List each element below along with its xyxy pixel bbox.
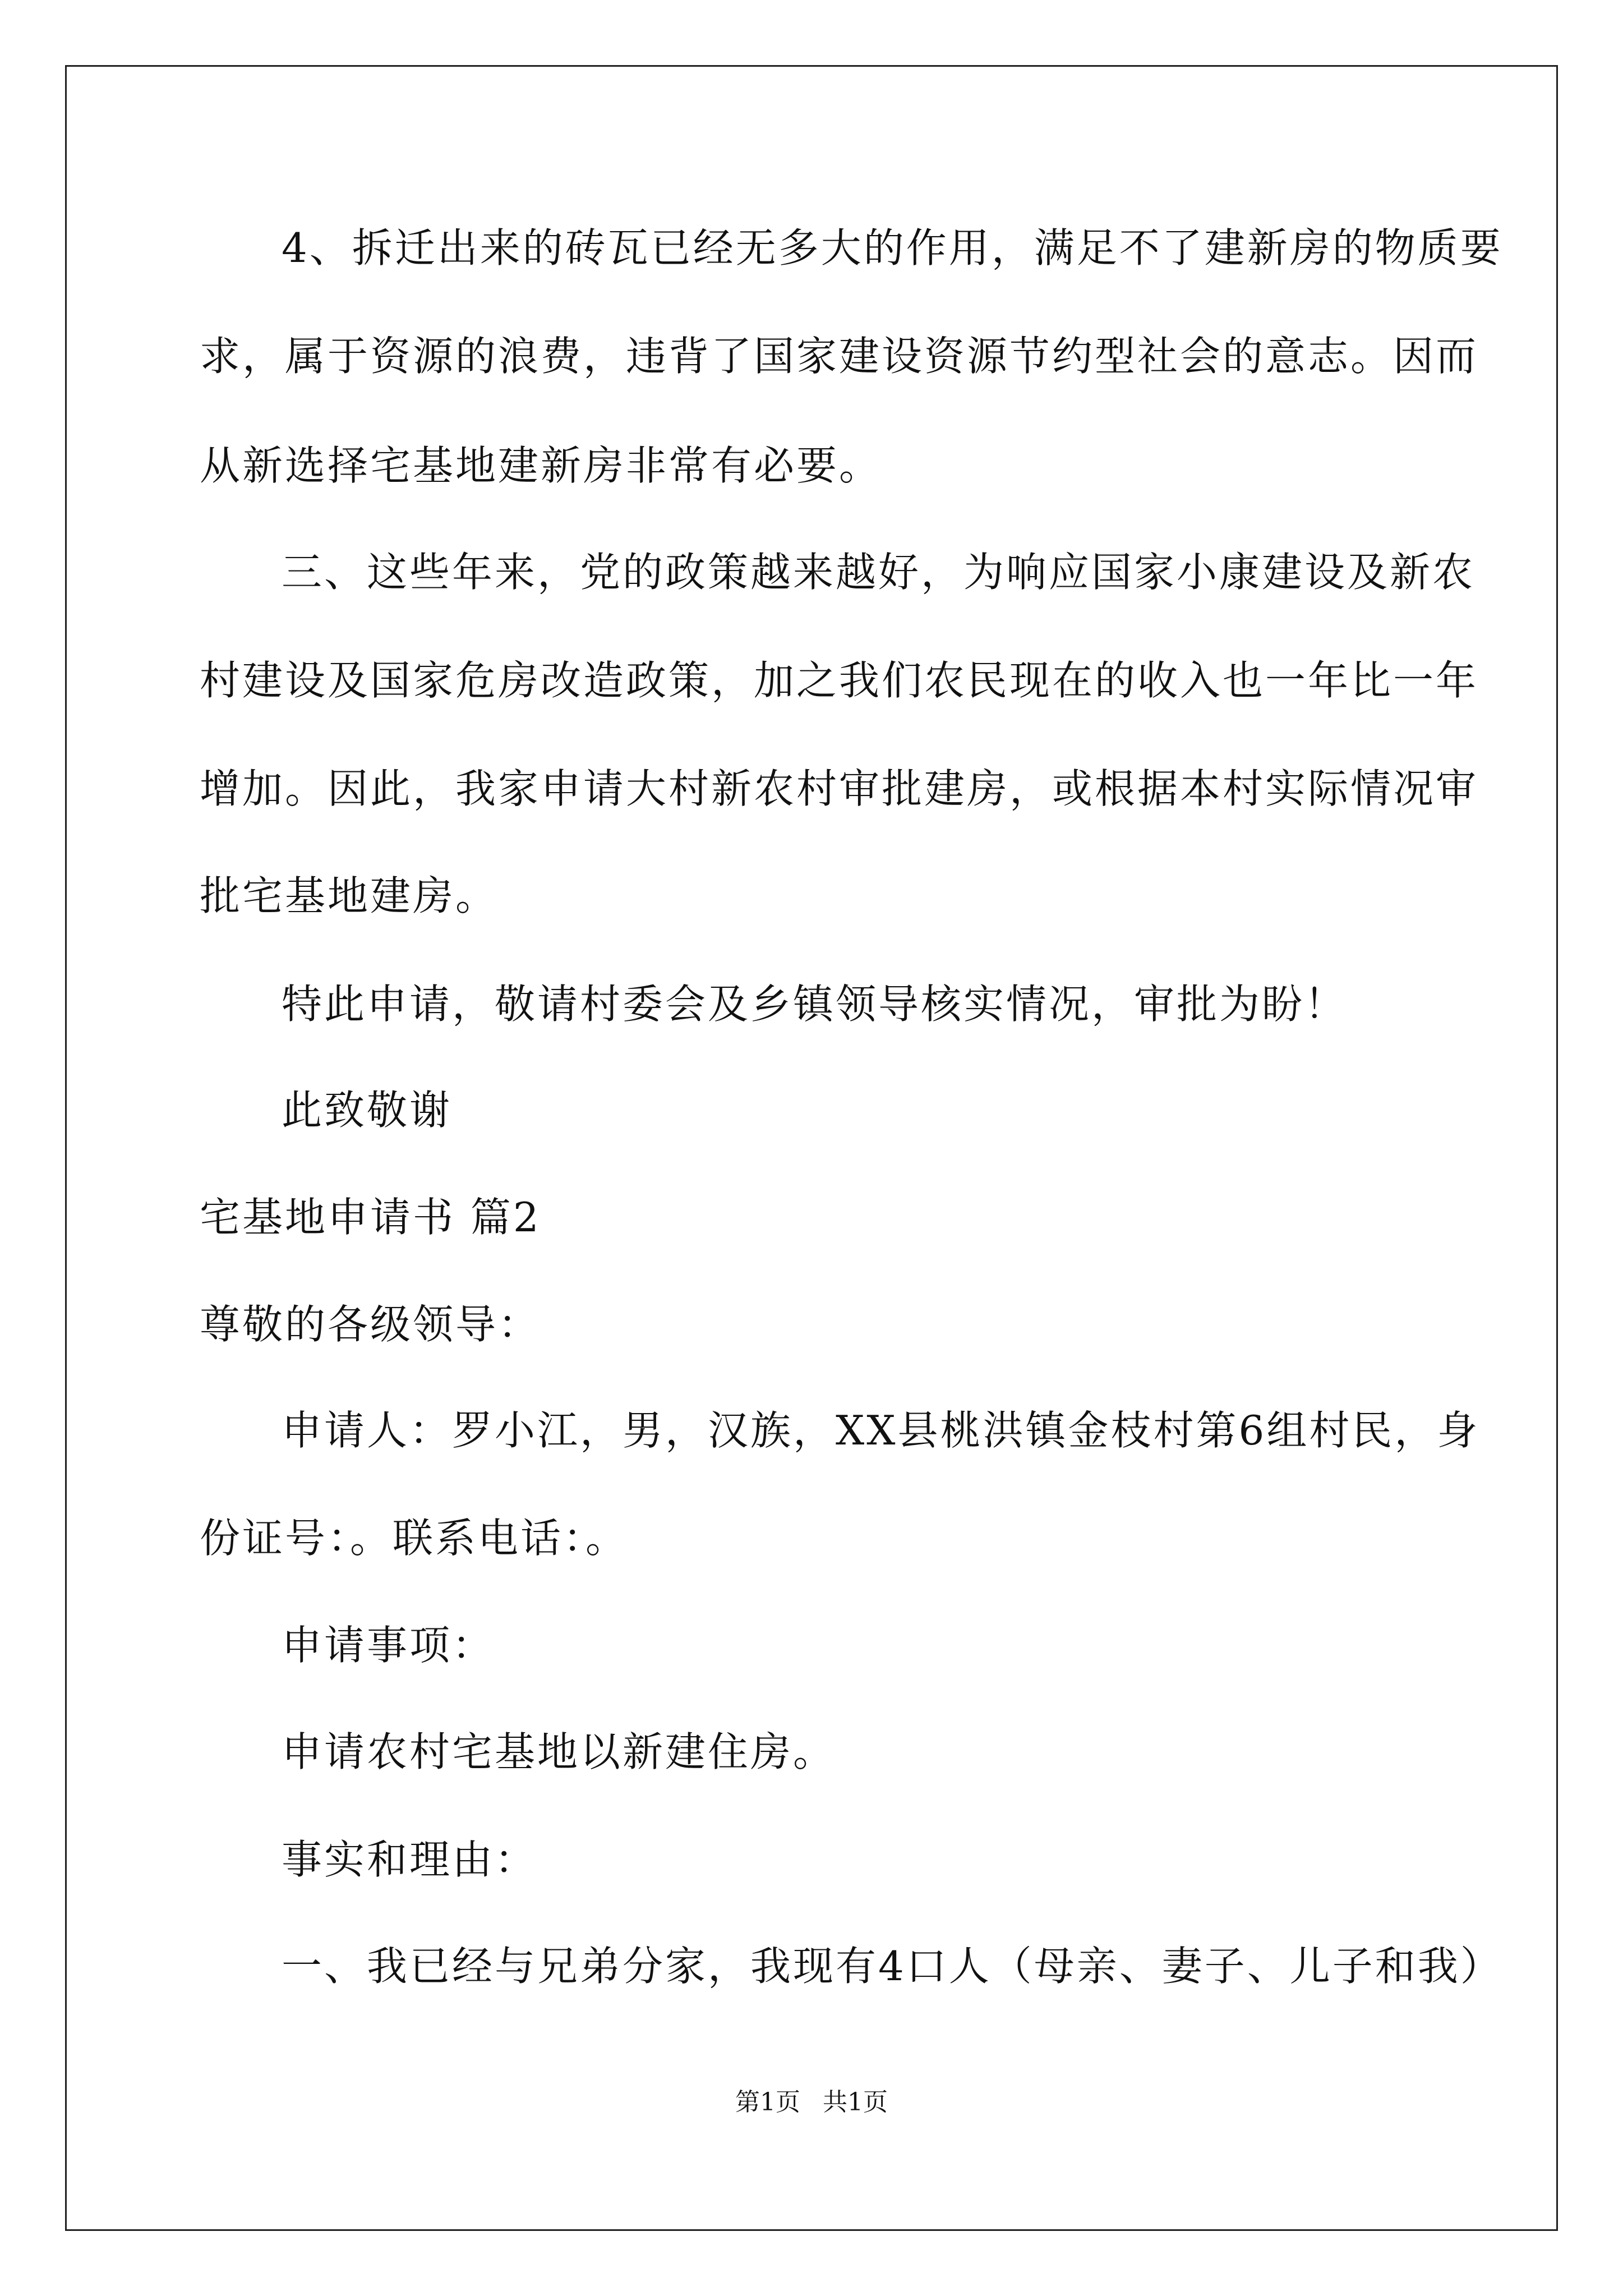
paragraph-line: 村建设及国家危房改造政策，加之我们农民现在的收入也一年比一年	[200, 657, 1479, 704]
paragraph-line: 三、这些年来，党的政策越来越好，为响应国家小康建设及新农	[282, 549, 1476, 596]
paragraph-line: 批宅基地建房。	[200, 872, 499, 919]
page-total: 共1页	[823, 2088, 888, 2116]
paragraph-line: 增加。因此，我家申请大村新农村审批建房，或根据本村实际情况审	[200, 765, 1479, 812]
paragraph-line: 申请人：罗小江，男，汉族，XX县桃洪镇金枝村第6组村民，身	[282, 1407, 1480, 1454]
paragraph-line: 4、拆迁出来的砖瓦已经无多大的作用，满足不了建新房的物质要	[282, 224, 1503, 272]
paragraph-line: 特此申请，敬请村委会及乡镇领导核实情况，审批为盼！	[282, 981, 1348, 1028]
paragraph-line: 份证号：。联系电话：。	[200, 1515, 629, 1562]
section-title: 宅基地申请书 篇2	[200, 1194, 541, 1241]
paragraph-line: 事实和理由：	[282, 1836, 538, 1883]
paragraph-line: 此致敬谢	[282, 1087, 453, 1134]
page-border	[65, 65, 1558, 2231]
paragraph-line: 申请事项：	[282, 1622, 495, 1669]
salutation: 尊敬的各级领导：	[200, 1301, 541, 1348]
page-number: 第1页	[735, 2088, 800, 2116]
paragraph-line: 求，属于资源的浪费，违背了国家建设资源节约型社会的意志。因而	[200, 333, 1479, 380]
paragraph-line: 申请农村宅基地以新建住房。	[282, 1728, 836, 1775]
page-footer	[0, 2087, 1623, 2118]
paragraph-line: 一、我已经与兄弟分家，我现有4口人（母亲、妻子、儿子和我）	[282, 1943, 1503, 1990]
paragraph-line: 从新选择宅基地建新房非常有必要。	[200, 442, 882, 489]
